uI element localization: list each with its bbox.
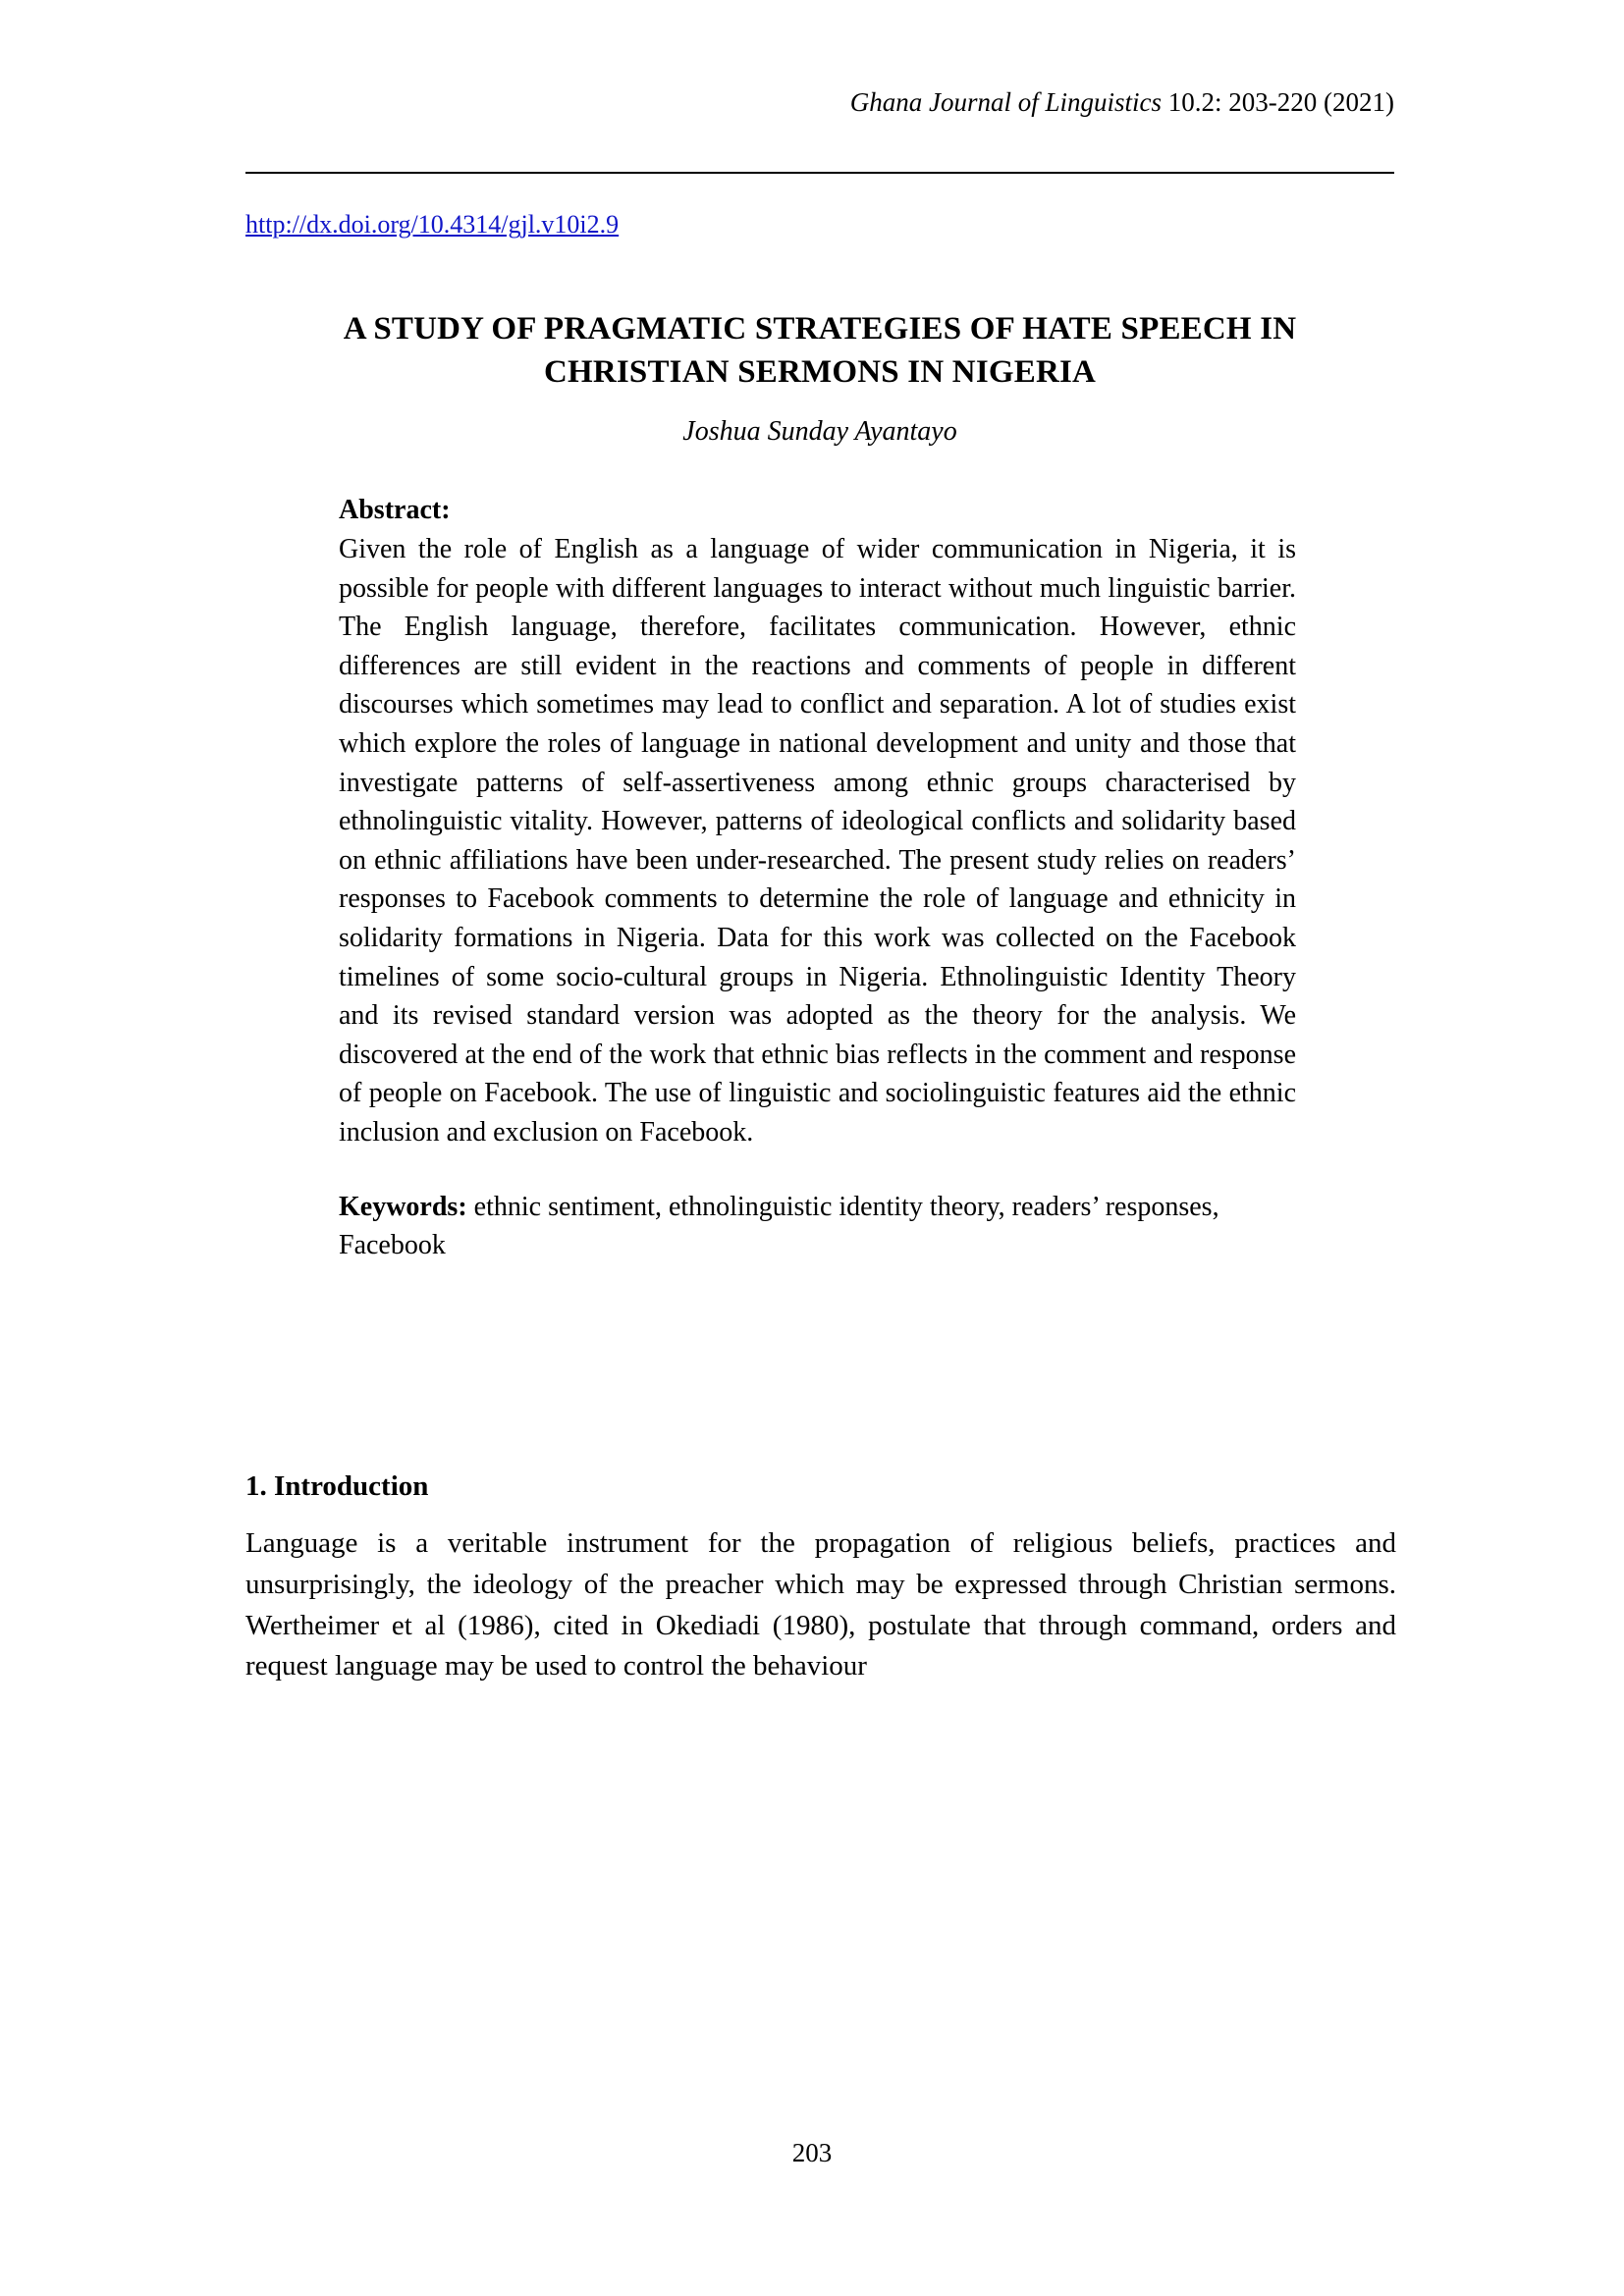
paper-title-line-1: A STUDY OF PRAGMATIC STRATEGIES OF HATE SPEECH IN — [343, 311, 1297, 347]
abstract-section — [339, 493, 1296, 1265]
doi-line — [245, 208, 619, 241]
section-heading-introduction: 1. Introduction — [245, 1470, 429, 1503]
abstract-text: Given the role of English as a language of wider communication in Nigeria, it is possible for people with different languages to interact without much linguistic barrier. The English language, therefore, facilitates communication. However, ethnic differences are still evident in the reactions and comments of people in different discourses which sometimes may lead to conflict and separation. A lot of studies exist which explore the roles of language in national development and unity and those that investigate patterns of self-assertiveness among ethnic groups characterised by ethnolinguistic vitality. However, patterns of ideological conflicts and solidarity based on ethnic affiliations have been under-researched. The present study relies on readers’ responses to Facebook comments to determine the role of language and ethnicity in solidarity formations in Nigeria. Data for this work was collected on the Facebook timelines of some socio-cultural groups in Nigeria. Ethnolinguistic Identity Theory and its revised standard version was adopted as the theory for the analysis. We discovered at the end of the work that ethnic bias reflects in the comment and response of people on Facebook. The use of linguistic and sociolinguistic features aid the ethnic inclusion and exclusion on Facebook. — [339, 533, 1296, 1148]
journal-name: Ghana Journal of Linguistics — [849, 87, 1163, 117]
keywords-line — [339, 1188, 1296, 1265]
header-divider — [245, 172, 1394, 174]
keywords-list: ethnic sentiment, ethnolinguistic identity theory, readers’ responses, Facebook — [339, 1191, 1219, 1261]
running-head — [245, 86, 1394, 120]
abstract-heading: Abstract: — [339, 495, 451, 525]
page-title — [245, 308, 1394, 395]
introduction-paragraph: Language is a veritable instrument for the propagation of religious beliefs, practices and unsurprisingly, the ideology of the preacher which may be expressed through Christian sermons. Wertheimer et al (1986), cited in Okediadi (1980), postulate that through command, orders and request language may be used to control the behaviour — [245, 1527, 1396, 1682]
author-name: Joshua Sunday Ayantayo — [682, 416, 957, 447]
journal-issue-info: 10.2: 203-220 (2021) — [1162, 87, 1394, 117]
keywords-label: Keywords: — [339, 1191, 467, 1222]
page-number: 203 — [791, 2138, 833, 2167]
doi-link[interactable]: http://dx.doi.org/10.4314/gjl.v10i2.9 — [245, 210, 620, 239]
paper-title-line-2: CHRISTIAN SERMONS IN NIGERIA — [543, 353, 1097, 390]
